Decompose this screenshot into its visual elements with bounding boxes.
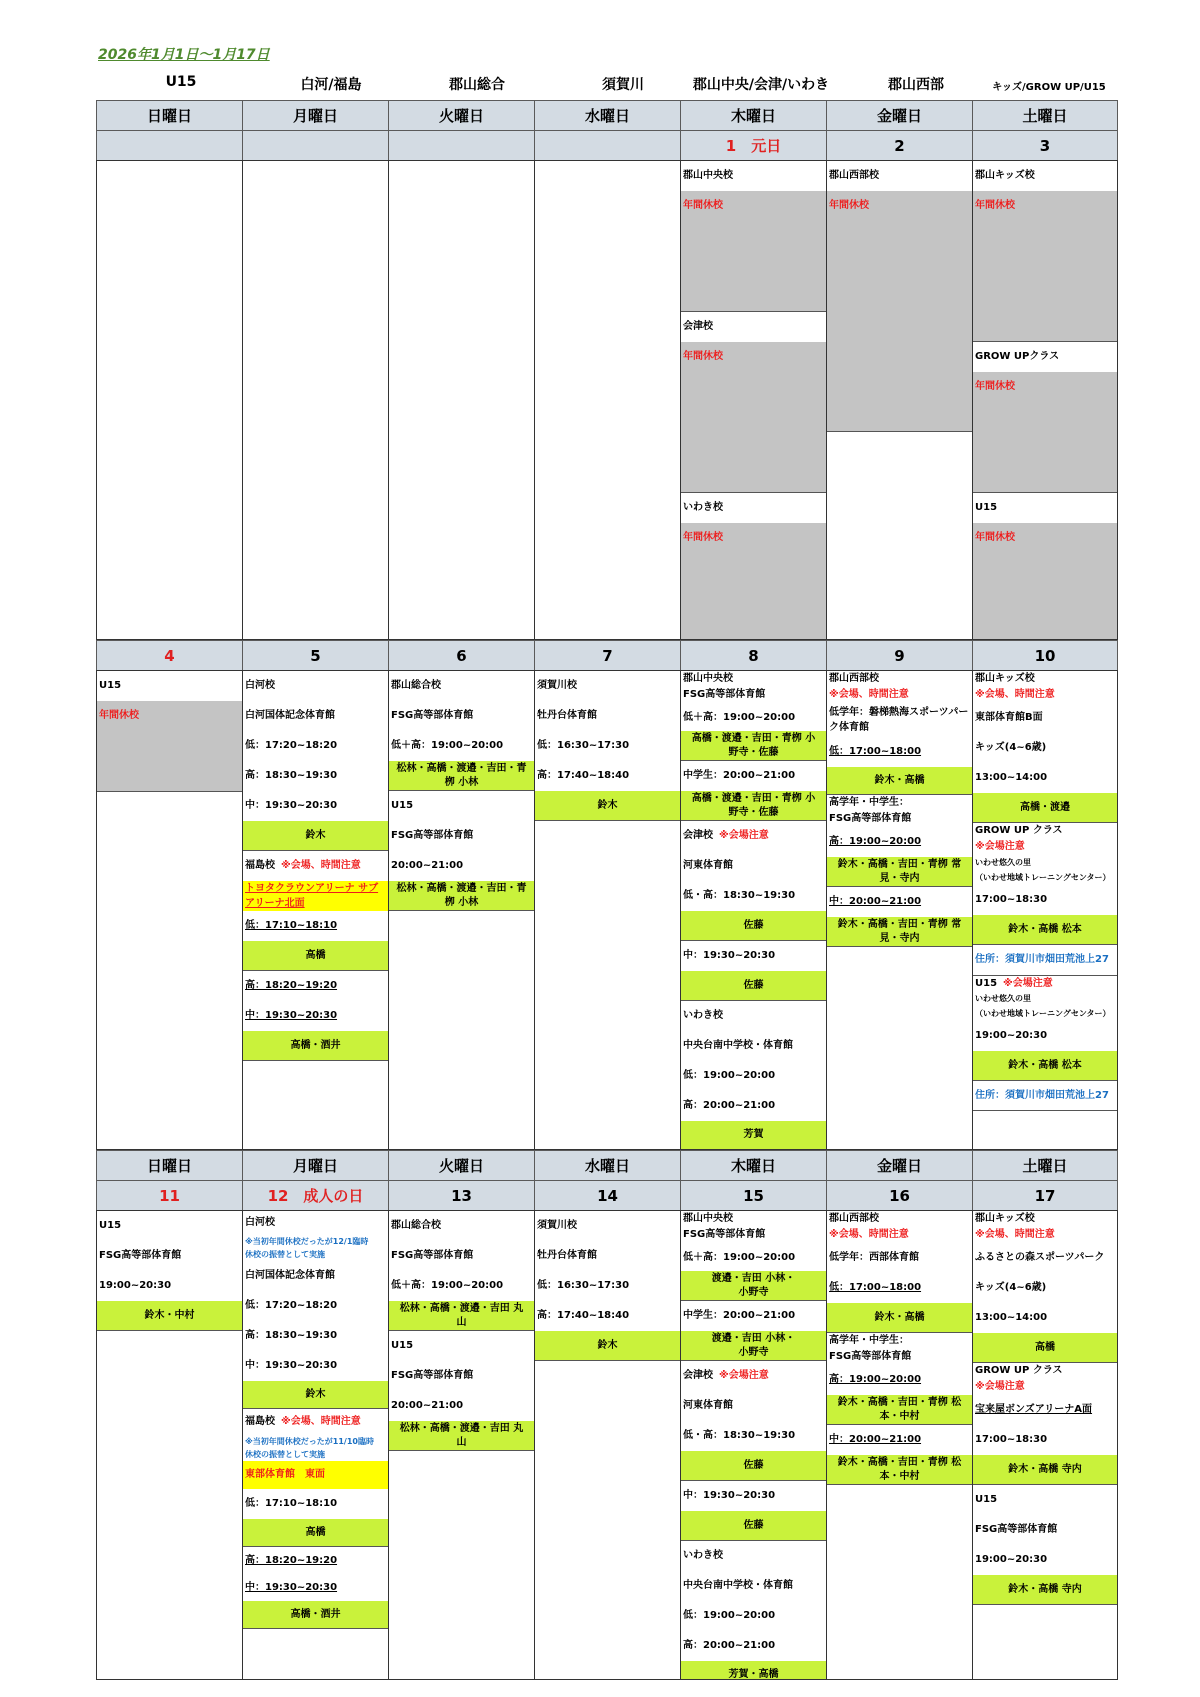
caution-note: ※会場注意 bbox=[719, 1370, 769, 1381]
time-slot: 低：17:00~18:00 bbox=[829, 1282, 922, 1293]
time-slot: 中学生：20:00~21:00 bbox=[683, 770, 796, 781]
school-name: 会津校 bbox=[683, 1370, 713, 1381]
legend-sukagawa: 須賀川 bbox=[602, 77, 644, 93]
caution-note: ※会場注意 bbox=[975, 1381, 1025, 1392]
date-cell: 5 bbox=[242, 640, 388, 670]
venue-name: FSG高等部体育館 bbox=[829, 813, 912, 824]
staff-list: 高橋・酒井 bbox=[243, 1031, 388, 1061]
staff-list: 鈴木・中村 bbox=[97, 1301, 242, 1331]
time-slot: 低：17:20~18:20 bbox=[245, 1300, 338, 1311]
time-slot: 低：19:00~20:00 bbox=[683, 1070, 776, 1081]
date-cell-sunday: 11 bbox=[96, 1180, 242, 1210]
class-name: GROW UP クラス bbox=[975, 1365, 1063, 1376]
time-slot: 低＋高：19:00~20:00 bbox=[391, 1280, 504, 1291]
weekday-header-row bbox=[96, 1150, 1118, 1180]
time-slot: 低＋高：19:00~20:00 bbox=[683, 712, 796, 723]
venue-name: ふるさとの森スポーツパーク bbox=[975, 1252, 1105, 1263]
date-cell: 3 bbox=[972, 130, 1118, 160]
time-slot: 中：19:30~20:30 bbox=[683, 1490, 776, 1501]
school-name: 郡山西部校 bbox=[829, 1213, 879, 1224]
staff-list: 鈴木 bbox=[535, 1331, 680, 1361]
time-slot: 低＋高：19:00~20:00 bbox=[391, 740, 504, 751]
day-cell-jan2 bbox=[826, 160, 972, 640]
time-slot: 低＋高：19:00~20:00 bbox=[683, 1252, 796, 1263]
time-slot: 高：19:00~20:00 bbox=[829, 1374, 922, 1385]
caution-note: ※会場、時間注意 bbox=[975, 1229, 1055, 1240]
legend-shirakawa-fukushima: 白河/福島 bbox=[300, 77, 362, 93]
closed-label: 年間休校 bbox=[975, 532, 1015, 543]
time-slot: 高：18:30~19:30 bbox=[245, 770, 338, 781]
closed-block bbox=[827, 191, 972, 432]
weekday-sun: 日曜日 bbox=[96, 100, 242, 130]
time-slot: 19:00~20:30 bbox=[975, 1554, 1048, 1565]
class-name: U15 bbox=[99, 1220, 122, 1231]
legend-kids-growup-u15: キッズ/GROW UP/U15 bbox=[992, 82, 1106, 93]
school-name: 須賀川校 bbox=[537, 1220, 577, 1231]
day-cell-empty bbox=[242, 160, 388, 640]
closed-label: 年間休校 bbox=[829, 200, 869, 211]
class-name: U15 bbox=[391, 1340, 414, 1351]
weekday-header-row bbox=[96, 100, 1118, 130]
date-cell: 7 bbox=[534, 640, 680, 670]
closed-block bbox=[973, 191, 1117, 342]
day-cell-empty bbox=[388, 160, 534, 640]
venue-name: いわせ悠久の里 bbox=[975, 858, 1031, 867]
caution-note: ※会場注意 bbox=[1003, 978, 1053, 989]
weekday-wed: 水曜日 bbox=[534, 100, 680, 130]
school-name: 郡山中央校 bbox=[683, 1213, 733, 1224]
class-name-with-caution bbox=[973, 975, 1117, 991]
staff-list: 鈴木・高橋 松本 bbox=[973, 1051, 1117, 1081]
school-name: 郡山中央校 bbox=[683, 170, 733, 181]
weekday-tue: 火曜日 bbox=[388, 1150, 534, 1180]
venue-subname: （いわせ地域トレーニングセンター） bbox=[975, 873, 1111, 882]
staff-list: 松林・高橋・渡邉・吉田 丸山 bbox=[389, 1421, 534, 1451]
staff-list: 芳賀・高橋 bbox=[681, 1661, 826, 1680]
day-cell-jan14 bbox=[534, 1210, 680, 1680]
school-name: 白河校 bbox=[245, 1217, 275, 1228]
staff-list: 鈴木・高橋 bbox=[827, 1303, 972, 1333]
date-cell bbox=[96, 130, 242, 160]
date-cell: 10 bbox=[972, 640, 1118, 670]
time-slot: 20:00~21:00 bbox=[391, 1400, 464, 1411]
venue-name: 中央台南中学校・体育館 bbox=[683, 1040, 793, 1051]
date-header-row bbox=[96, 1180, 1118, 1210]
reschedule-note: 休校の振替として実施 bbox=[245, 1450, 325, 1459]
day-cell-jan11 bbox=[96, 1210, 242, 1680]
weekday-mon: 月曜日 bbox=[242, 100, 388, 130]
reschedule-note: 休校の振替として実施 bbox=[245, 1250, 325, 1259]
staff-list: 佐藤 bbox=[681, 971, 826, 1001]
time-slot: 19:00~20:30 bbox=[99, 1280, 172, 1291]
date-cell bbox=[534, 130, 680, 160]
school-name-with-caution bbox=[243, 851, 388, 881]
day-cell-empty bbox=[534, 160, 680, 640]
closed-block bbox=[97, 701, 242, 792]
day-cell-jan9 bbox=[826, 670, 972, 1150]
staff-list: 佐藤 bbox=[681, 1511, 826, 1541]
caution-note: ※会場注意 bbox=[719, 830, 769, 841]
closed-label: 年間休校 bbox=[683, 351, 723, 362]
date-cell-sunday: 4 bbox=[96, 640, 242, 670]
school-name: 郡山西部校 bbox=[829, 170, 879, 181]
closed-label: 年間休校 bbox=[975, 381, 1015, 392]
time-slot: 17:00~18:30 bbox=[975, 1434, 1048, 1445]
weekday-wed: 水曜日 bbox=[534, 1150, 680, 1180]
time-slot: 高：18:20~19:20 bbox=[245, 1555, 338, 1566]
week-row-3 bbox=[96, 1210, 1118, 1680]
time-slot: 中：19:30~20:30 bbox=[245, 1582, 338, 1593]
staff-list: 渡邉・吉田 小林・小野寺 bbox=[681, 1271, 826, 1301]
staff-list: 鈴木・高橋 bbox=[827, 767, 972, 795]
date-cell: 2 bbox=[826, 130, 972, 160]
class-name: U15 bbox=[975, 1494, 998, 1505]
time-slot: 中学生：20:00~21:00 bbox=[683, 1310, 796, 1321]
time-slot: 低：16:30~17:30 bbox=[537, 740, 630, 751]
venue-name: 河東体育館 bbox=[683, 860, 733, 871]
school-name: いわき校 bbox=[683, 1010, 723, 1021]
caution-note: ※会場、時間注意 bbox=[281, 1416, 361, 1427]
day-cell-jan13 bbox=[388, 1210, 534, 1680]
time-slot: 高：18:20~19:20 bbox=[245, 980, 338, 991]
time-slot: 高：17:40~18:40 bbox=[537, 1310, 630, 1321]
staff-list: 鈴木 bbox=[243, 821, 388, 851]
school-name: 会津校 bbox=[683, 321, 713, 332]
time-slot: 高：20:00~21:00 bbox=[683, 1640, 776, 1651]
day-cell-jan3 bbox=[972, 160, 1118, 640]
time-slot: 中：19:30~20:30 bbox=[245, 1010, 338, 1021]
staff-list: 高橋 bbox=[243, 1519, 388, 1547]
date-cell: 17 bbox=[972, 1180, 1118, 1210]
time-slot: 低：17:10~18:10 bbox=[245, 920, 338, 931]
time-slot: 17:00~18:30 bbox=[975, 894, 1048, 905]
class-name: GROW UP クラス bbox=[975, 825, 1063, 836]
day-cell-empty bbox=[96, 160, 242, 640]
class-name: キッズ(4~6歳) bbox=[975, 742, 1047, 753]
staff-list: 高橋・渡邉・吉田・青栁 小野寺・佐藤 bbox=[681, 791, 826, 821]
staff-list: 鈴木・高橋 寺内 bbox=[973, 1455, 1117, 1485]
weekday-fri: 金曜日 bbox=[826, 100, 972, 130]
time-slot: 低：16:30~17:30 bbox=[537, 1280, 630, 1291]
day-cell-jan10 bbox=[972, 670, 1118, 1150]
time-slot: 13:00~14:00 bbox=[975, 772, 1048, 783]
staff-list: 松林・高橋・渡邉・吉田 丸山 bbox=[389, 1301, 534, 1331]
closed-block bbox=[681, 191, 826, 312]
venue-name: 中央台南中学校・体育館 bbox=[683, 1580, 793, 1591]
staff-list: 鈴木・高橋・吉田・青栁 松本・中村 bbox=[827, 1455, 972, 1485]
caution-note: ※会場、時間注意 bbox=[281, 860, 361, 871]
venue-name: FSG高等部体育館 bbox=[391, 1250, 474, 1261]
closed-block bbox=[973, 372, 1117, 493]
school-name: 郡山西部校 bbox=[829, 673, 879, 684]
staff-list: 鈴木・高橋 松本 bbox=[973, 915, 1117, 945]
address: 住所：須賀川市畑田荒池上27 bbox=[973, 1081, 1117, 1111]
school-name-with-caution bbox=[681, 1361, 826, 1391]
staff-list: 高橋・渡邉 bbox=[973, 793, 1117, 823]
class-name: U15 bbox=[975, 978, 998, 989]
school-legend bbox=[96, 72, 1116, 94]
venue-name: 牡丹台体育館 bbox=[537, 1250, 597, 1261]
time-slot: 低：19:00~20:00 bbox=[683, 1610, 776, 1621]
school-name: いわき校 bbox=[683, 502, 723, 513]
weekday-tue: 火曜日 bbox=[388, 100, 534, 130]
staff-list: 鈴木・高橋 寺内 bbox=[973, 1575, 1117, 1605]
weekday-thu: 木曜日 bbox=[680, 1150, 826, 1180]
time-slot: 中：20:00~21:00 bbox=[829, 1434, 922, 1445]
date-cell: 8 bbox=[680, 640, 826, 670]
legend-koriyama-sogo: 郡山総合 bbox=[449, 77, 505, 93]
time-slot: 中：19:30~20:30 bbox=[245, 1360, 338, 1371]
date-header-row bbox=[96, 130, 1118, 160]
time-slot: 低：17:10~18:10 bbox=[245, 1498, 338, 1509]
day-cell-jan6 bbox=[388, 670, 534, 1150]
venue-name: 宝来屋ボンズアリーナA面 bbox=[975, 1404, 1093, 1415]
time-slot: 高：19:00~20:00 bbox=[829, 836, 922, 847]
time-slot: 20:00~21:00 bbox=[391, 860, 464, 871]
page-title: 2026年1月1日～1月17日 bbox=[98, 47, 270, 63]
venue-name: 低学年：西部体育館 bbox=[829, 1252, 919, 1263]
date-cell bbox=[242, 130, 388, 160]
weekday-mon: 月曜日 bbox=[242, 1150, 388, 1180]
staff-list: 松林・高橋・渡邉・吉田・青栁 小林 bbox=[389, 881, 534, 911]
venue-name: FSG高等部体育館 bbox=[391, 830, 474, 841]
day-cell-jan7 bbox=[534, 670, 680, 1150]
time-slot: 低・高：18:30~19:30 bbox=[683, 1430, 796, 1441]
venue-subname: （いわせ地域トレーニングセンター） bbox=[975, 1009, 1111, 1018]
time-slot: 低：17:00~18:00 bbox=[829, 746, 922, 757]
day-cell-jan12 bbox=[242, 1210, 388, 1680]
venue-highlight: トヨタクラウンアリーナ サブアリーナ北面 bbox=[243, 881, 388, 911]
date-cell: 16 bbox=[826, 1180, 972, 1210]
address: 住所：須賀川市畑田荒池上27 bbox=[975, 954, 1109, 965]
time-slot: 高：20:00~21:00 bbox=[683, 1100, 776, 1111]
grade-label: 高学年・中学生： bbox=[829, 1335, 909, 1346]
school-name: 福島校 bbox=[245, 860, 275, 871]
staff-list: 鈴木・高橋・吉田・青栁 松本・中村 bbox=[827, 1395, 972, 1425]
reschedule-note: ※当初年間休校だったが11/10臨時 bbox=[245, 1437, 374, 1446]
school-name: 福島校 bbox=[245, 1416, 275, 1427]
time-slot: 13:00~14:00 bbox=[975, 1312, 1048, 1323]
class-name: U15 bbox=[99, 680, 122, 691]
staff-list: 渡邉・吉田 小林・小野寺 bbox=[681, 1331, 826, 1361]
closed-block bbox=[681, 523, 826, 640]
grade-label: 高学年・中学生： bbox=[829, 797, 909, 808]
date-cell bbox=[388, 130, 534, 160]
school-name: 白河校 bbox=[245, 680, 275, 691]
date-cell: 9 bbox=[826, 640, 972, 670]
weekday-sat: 土曜日 bbox=[972, 1150, 1118, 1180]
staff-list: 松林・高橋・渡邉・吉田・青栁 小林 bbox=[389, 761, 534, 791]
closed-label: 年間休校 bbox=[99, 710, 139, 721]
school-name-with-caution bbox=[681, 821, 826, 851]
caution-note: ※会場、時間注意 bbox=[975, 689, 1055, 700]
venue-name: 牡丹台体育館 bbox=[537, 710, 597, 721]
day-cell-jan8 bbox=[680, 670, 826, 1150]
staff-list: 鈴木 bbox=[535, 791, 680, 821]
staff-list: 高橋 bbox=[243, 941, 388, 971]
legend-u15: U15 bbox=[165, 74, 197, 90]
date-cell: 14 bbox=[534, 1180, 680, 1210]
weekday-sat: 土曜日 bbox=[972, 100, 1118, 130]
caution-note: ※会場注意 bbox=[975, 841, 1025, 852]
weekday-thu: 木曜日 bbox=[680, 100, 826, 130]
school-name: 郡山総合校 bbox=[391, 680, 441, 691]
day-cell-jan1 bbox=[680, 160, 826, 640]
weekday-fri: 金曜日 bbox=[826, 1150, 972, 1180]
legend-chuo-aizu-iwaki: 郡山中央/会津/いわき bbox=[692, 77, 830, 93]
venue-name: FSG高等部体育館 bbox=[99, 1250, 182, 1261]
time-slot: 低・高：18:30~19:30 bbox=[683, 890, 796, 901]
school-name: 郡山キッズ校 bbox=[975, 1213, 1035, 1224]
closed-block bbox=[681, 342, 826, 493]
caution-note: ※会場、時間注意 bbox=[829, 689, 909, 700]
closed-label: 年間休校 bbox=[683, 532, 723, 543]
closed-block bbox=[973, 523, 1117, 640]
day-cell-jan15 bbox=[680, 1210, 826, 1680]
school-name: 郡山中央校 bbox=[683, 673, 733, 684]
date-cell: 6 bbox=[388, 640, 534, 670]
school-name-with-caution bbox=[243, 1409, 388, 1435]
venue-name: FSG高等部体育館 bbox=[683, 1229, 766, 1240]
day-cell-jan17 bbox=[972, 1210, 1118, 1680]
staff-list: 佐藤 bbox=[681, 911, 826, 941]
staff-list: 鈴木 bbox=[243, 1381, 388, 1409]
class-name: U15 bbox=[975, 502, 998, 513]
reschedule-note: ※当初年間休校だったが12/1臨時 bbox=[245, 1237, 369, 1246]
school-name: 須賀川校 bbox=[537, 680, 577, 691]
time-slot: 中：19:30~20:30 bbox=[683, 950, 776, 961]
venue-highlight: 東部体育館 東面 bbox=[243, 1461, 388, 1489]
venue-name: 河東体育館 bbox=[683, 1400, 733, 1411]
day-cell-jan16 bbox=[826, 1210, 972, 1680]
weekday-sun: 日曜日 bbox=[96, 1150, 242, 1180]
staff-list: 鈴木・高橋・吉田・青栁 常見・寺内 bbox=[827, 857, 972, 887]
week-row-2 bbox=[96, 670, 1118, 1150]
venue-name: いわせ悠久の里 bbox=[975, 994, 1031, 1003]
venue-name: 白河国体記念体育館 bbox=[245, 710, 335, 721]
school-name: 会津校 bbox=[683, 830, 713, 841]
time-slot: 中：20:00~21:00 bbox=[829, 896, 922, 907]
school-name: いわき校 bbox=[683, 1550, 723, 1561]
venue-name: FSG高等部体育館 bbox=[683, 689, 766, 700]
time-slot: 19:00~20:30 bbox=[975, 1030, 1048, 1041]
staff-list: 高橋・酒井 bbox=[243, 1601, 388, 1629]
school-name: 郡山総合校 bbox=[391, 1220, 441, 1231]
venue-name: FSG高等部体育館 bbox=[975, 1524, 1058, 1535]
venue-name: 東部体育館B面 bbox=[975, 712, 1043, 723]
staff-list: 高橋・渡邉・吉田・青栁 小野寺・佐藤 bbox=[681, 731, 826, 761]
class-name: U15 bbox=[391, 800, 414, 811]
legend-koriyama-seibu: 郡山西部 bbox=[888, 77, 944, 93]
venue-name: FSG高等部体育館 bbox=[829, 1351, 912, 1362]
day-cell-jan5 bbox=[242, 670, 388, 1150]
date-cell-holiday: 12 成人の日 bbox=[242, 1180, 388, 1210]
day-cell-jan4 bbox=[96, 670, 242, 1150]
staff-list: 鈴木・高橋・吉田・青栁 常見・寺内 bbox=[827, 917, 972, 947]
date-cell: 13 bbox=[388, 1180, 534, 1210]
school-name: 郡山キッズ校 bbox=[975, 170, 1035, 181]
caution-note: ※会場、時間注意 bbox=[829, 1229, 909, 1240]
school-name: 郡山キッズ校 bbox=[975, 673, 1035, 684]
staff-list: 芳賀 bbox=[681, 1121, 826, 1149]
staff-list: 高橋 bbox=[973, 1333, 1117, 1363]
date-cell: 15 bbox=[680, 1180, 826, 1210]
venue-name: 低学年：磐梯熱海スポーツパーク体育館 bbox=[829, 707, 969, 733]
time-slot: 高：18:30~19:30 bbox=[245, 1330, 338, 1341]
date-cell-holiday: 1 元日 bbox=[680, 130, 826, 160]
closed-label: 年間休校 bbox=[683, 200, 723, 211]
date-header-row bbox=[96, 640, 1118, 670]
week-row-1 bbox=[96, 160, 1118, 640]
class-name: GROW UPクラス bbox=[975, 351, 1060, 362]
time-slot: 低：17:20~18:20 bbox=[245, 740, 338, 751]
class-name: キッズ(4~6歳) bbox=[975, 1282, 1047, 1293]
staff-list: 佐藤 bbox=[681, 1451, 826, 1481]
closed-label: 年間休校 bbox=[975, 200, 1015, 211]
time-slot: 高：17:40~18:40 bbox=[537, 770, 630, 781]
venue-name: 白河国体記念体育館 bbox=[245, 1270, 335, 1281]
venue-name: FSG高等部体育館 bbox=[391, 1370, 474, 1381]
time-slot: 中：19:30~20:30 bbox=[245, 800, 338, 811]
venue-name: FSG高等部体育館 bbox=[391, 710, 474, 721]
